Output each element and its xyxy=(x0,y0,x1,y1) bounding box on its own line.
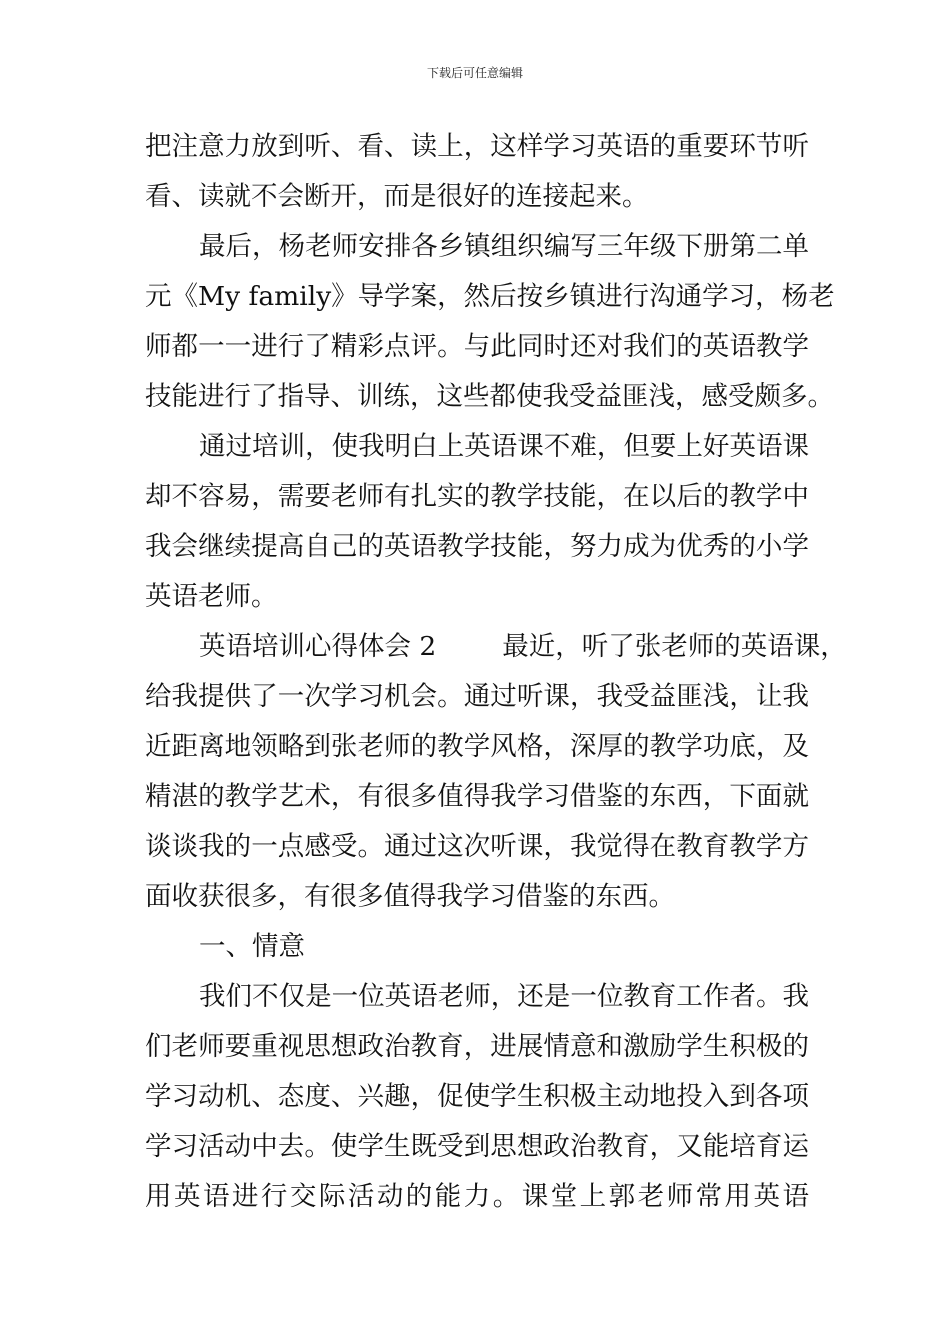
text-line: 我会继续提高自己的英语教学技能，努力成为优秀的小学 xyxy=(145,531,809,562)
text-line: 最后，杨老师安排各乡镇组织编写三年级下册第二单 xyxy=(199,231,809,262)
text-line: 面收获很多，有很多值得我学习借鉴的东西。 xyxy=(145,881,675,912)
text-line: 英语老师。 xyxy=(145,581,278,612)
text-line: 看、读就不会断开，而是很好的连接起来。 xyxy=(145,181,649,212)
section-heading: 英语培训心得体会 2 xyxy=(199,631,437,662)
text-line: 学习动机、态度、兴趣，促使学生积极主动地投入到各项 xyxy=(145,1081,809,1112)
text-line: 却不容易，需要老师有扎实的教学技能，在以后的教学中 xyxy=(145,481,809,512)
text-line: 给我提供了一次学习机会。通过听课，我受益匪浅，让我 xyxy=(145,681,809,712)
section-title: 一、情意 xyxy=(199,931,305,962)
text-line: 通过培训，使我明白上英语课不难，但要上好英语课 xyxy=(199,431,809,462)
page-header: 下载后可任意编辑 xyxy=(426,66,523,80)
text-line: 元《My family》导学案，然后按乡镇进行沟通学习，杨老 xyxy=(145,281,835,312)
text-line: 近距离地领略到张老师的教学风格，深厚的教学功底，及 xyxy=(145,731,809,762)
text-line: 们老师要重视思想政治教育，进展情意和激励学生积极的 xyxy=(145,1031,809,1062)
heading-line xyxy=(145,622,847,672)
document-body xyxy=(145,122,847,1222)
text-line: 学习活动中去。使学生既受到思想政治教育，又能培育运 xyxy=(145,1131,809,1162)
text-line: 技能进行了指导、训练，这些都使我受益匪浅，感受颇多。 xyxy=(145,381,834,412)
text-line: 师都一一进行了精彩点评。与此同时还对我们的英语教学 xyxy=(145,331,809,362)
text-fragment: 最近，听了张老师的英语课， xyxy=(502,631,847,662)
text-line: 把注意力放到听、看、读上，这样学习英语的重要环节听 xyxy=(145,131,809,162)
text-line: 我们不仅是一位英语老师，还是一位教育工作者。我 xyxy=(199,981,809,1012)
text-line: 谈谈我的一点感受。通过这次听课，我觉得在教育教学方 xyxy=(145,831,809,862)
text-line: 精湛的教学艺术，有很多值得我学习借鉴的东西，下面就 xyxy=(145,781,809,812)
text-line: 用英语进行交际活动的能力。课堂上郭老师常用英语 xyxy=(145,1181,809,1212)
